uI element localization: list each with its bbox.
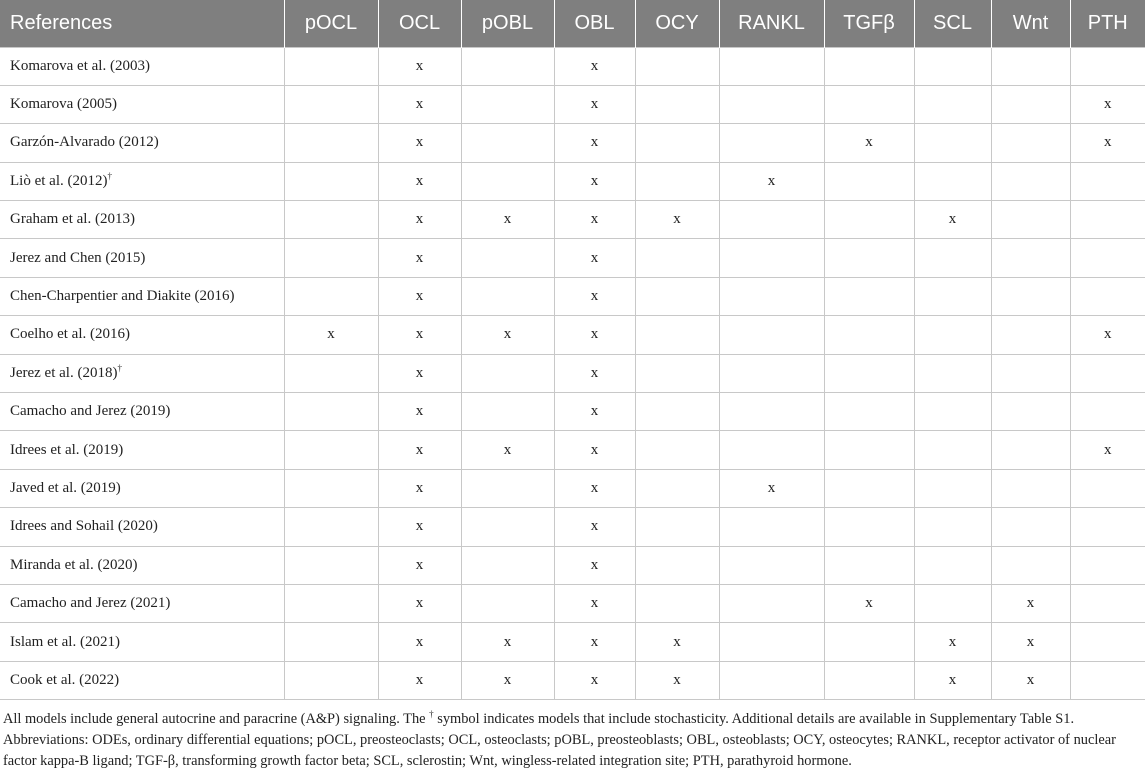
reference-text: Komarova (2005) xyxy=(10,96,118,113)
mark-cell xyxy=(1070,584,1145,622)
mark-cell xyxy=(635,584,719,622)
mark-cell xyxy=(461,546,554,584)
column-header-pocl: pOCL xyxy=(284,0,378,47)
mark-cell: x xyxy=(719,469,824,507)
reference-cell xyxy=(0,162,284,200)
reference-cell xyxy=(0,47,284,85)
mark-cell xyxy=(1070,239,1145,277)
mark-cell xyxy=(635,469,719,507)
mark-cell xyxy=(635,239,719,277)
mark-cell: x xyxy=(378,508,461,546)
mark-cell xyxy=(991,239,1070,277)
reference-text: Cook et al. (2022) xyxy=(10,671,120,688)
dagger-symbol: † xyxy=(429,709,434,720)
mark-cell: x xyxy=(991,584,1070,622)
column-header-scl: SCL xyxy=(914,0,991,47)
mark-cell: x xyxy=(719,162,824,200)
reference-cell xyxy=(0,661,284,699)
mark-cell xyxy=(719,661,824,699)
mark-cell xyxy=(914,469,991,507)
table-row xyxy=(0,623,1145,661)
mark-cell: x xyxy=(378,124,461,162)
mark-cell xyxy=(824,661,914,699)
stochastic-marker: † xyxy=(107,170,112,181)
mark-cell xyxy=(461,47,554,85)
table-row xyxy=(0,277,1145,315)
table-row xyxy=(0,661,1145,699)
mark-cell xyxy=(991,508,1070,546)
mark-cell xyxy=(719,508,824,546)
mark-cell: x xyxy=(378,431,461,469)
mark-cell xyxy=(719,623,824,661)
mark-cell: x xyxy=(914,201,991,239)
mark-cell xyxy=(1070,508,1145,546)
reference-text: Coelho et al. (2016) xyxy=(10,326,130,343)
table-row xyxy=(0,316,1145,354)
mark-cell xyxy=(461,469,554,507)
mark-cell xyxy=(991,47,1070,85)
mark-cell xyxy=(824,508,914,546)
mark-cell xyxy=(914,85,991,123)
mark-cell xyxy=(719,201,824,239)
mark-cell: x xyxy=(378,661,461,699)
reference-text: Chen-Charpentier and Diakite (2016) xyxy=(10,288,235,305)
mark-cell xyxy=(824,623,914,661)
column-header-ocl: OCL xyxy=(378,0,461,47)
reference-cell xyxy=(0,508,284,546)
table-row xyxy=(0,85,1145,123)
reference-cell xyxy=(0,469,284,507)
mark-cell: x xyxy=(554,661,635,699)
mark-cell: x xyxy=(914,661,991,699)
mark-cell: x xyxy=(635,201,719,239)
reference-text: Javed et al. (2019) xyxy=(10,479,121,496)
mark-cell xyxy=(719,85,824,123)
column-header-pobl: pOBL xyxy=(461,0,554,47)
table-row xyxy=(0,393,1145,431)
mark-cell xyxy=(461,354,554,392)
mark-cell xyxy=(824,47,914,85)
mark-cell: x xyxy=(378,316,461,354)
mark-cell xyxy=(914,584,991,622)
mark-cell xyxy=(1070,546,1145,584)
mark-cell: x xyxy=(378,201,461,239)
reference-cell xyxy=(0,277,284,315)
mark-cell xyxy=(284,201,378,239)
table-row xyxy=(0,546,1145,584)
mark-cell xyxy=(461,393,554,431)
mark-cell xyxy=(991,201,1070,239)
mark-cell xyxy=(284,546,378,584)
column-header-rankl: RANKL xyxy=(719,0,824,47)
mark-cell xyxy=(284,354,378,392)
mark-cell: x xyxy=(378,546,461,584)
mark-cell xyxy=(284,393,378,431)
mark-cell: x xyxy=(554,508,635,546)
mark-cell: x xyxy=(378,393,461,431)
mark-cell xyxy=(991,469,1070,507)
mark-cell xyxy=(719,546,824,584)
mark-cell xyxy=(284,85,378,123)
mark-cell xyxy=(719,431,824,469)
mark-cell: x xyxy=(378,85,461,123)
mark-cell xyxy=(284,47,378,85)
mark-cell xyxy=(914,124,991,162)
reference-text: Jerez and Chen (2015) xyxy=(10,249,146,266)
mark-cell: x xyxy=(378,277,461,315)
mark-cell xyxy=(635,508,719,546)
mark-cell: x xyxy=(554,546,635,584)
mark-cell: x xyxy=(554,584,635,622)
mark-cell xyxy=(284,162,378,200)
mark-cell xyxy=(991,431,1070,469)
mark-cell xyxy=(824,239,914,277)
mark-cell xyxy=(1070,469,1145,507)
mark-cell xyxy=(914,508,991,546)
mark-cell: x xyxy=(914,623,991,661)
table-row xyxy=(0,584,1145,622)
table-header xyxy=(0,0,1145,47)
mark-cell xyxy=(1070,623,1145,661)
mark-cell: x xyxy=(378,354,461,392)
mark-cell xyxy=(461,85,554,123)
reference-cell xyxy=(0,623,284,661)
table-row xyxy=(0,124,1145,162)
reference-cell xyxy=(0,354,284,392)
mark-cell: x xyxy=(1070,124,1145,162)
mark-cell xyxy=(284,239,378,277)
mark-cell xyxy=(284,469,378,507)
mark-cell xyxy=(461,124,554,162)
mark-cell: x xyxy=(378,239,461,277)
reference-text: Garzón-Alvarado (2012) xyxy=(10,134,159,151)
mark-cell: x xyxy=(991,661,1070,699)
mark-cell: x xyxy=(378,469,461,507)
mark-cell xyxy=(824,162,914,200)
mark-cell xyxy=(1070,162,1145,200)
table-row xyxy=(0,469,1145,507)
mark-cell: x xyxy=(378,584,461,622)
column-header-wnt: Wnt xyxy=(991,0,1070,47)
reference-cell xyxy=(0,201,284,239)
mark-cell xyxy=(461,508,554,546)
mark-cell xyxy=(635,85,719,123)
mark-cell: x xyxy=(554,47,635,85)
mark-cell xyxy=(824,85,914,123)
reference-cell xyxy=(0,124,284,162)
table-row xyxy=(0,162,1145,200)
mark-cell: x xyxy=(1070,431,1145,469)
mark-cell: x xyxy=(461,661,554,699)
mark-cell: x xyxy=(824,124,914,162)
mark-cell: x xyxy=(378,162,461,200)
reference-text: Islam et al. (2021) xyxy=(10,633,120,650)
mark-cell xyxy=(1070,201,1145,239)
reference-text: Graham et al. (2013) xyxy=(10,211,135,228)
mark-cell xyxy=(284,431,378,469)
reference-text: Idrees and Sohail (2020) xyxy=(10,518,158,535)
table-row xyxy=(0,47,1145,85)
reference-text: Komarova et al. (2003) xyxy=(10,57,150,74)
mark-cell xyxy=(914,47,991,85)
mark-cell: x xyxy=(554,239,635,277)
mark-cell: x xyxy=(635,661,719,699)
mark-cell xyxy=(719,47,824,85)
mark-cell: x xyxy=(554,623,635,661)
mark-cell xyxy=(284,508,378,546)
table-row xyxy=(0,201,1145,239)
mark-cell: x xyxy=(461,623,554,661)
reference-text: Idrees et al. (2019) xyxy=(10,441,124,458)
mark-cell xyxy=(991,354,1070,392)
reference-cell xyxy=(0,316,284,354)
mark-cell xyxy=(824,277,914,315)
mark-cell xyxy=(991,316,1070,354)
mark-cell xyxy=(635,431,719,469)
mark-cell xyxy=(284,124,378,162)
reference-cell xyxy=(0,85,284,123)
reference-cell xyxy=(0,546,284,584)
mark-cell xyxy=(284,277,378,315)
footnote-text-part1: All models include general autocrine and paracrine (A&P) signaling. The xyxy=(3,711,430,728)
mark-cell xyxy=(914,277,991,315)
mark-cell: x xyxy=(824,584,914,622)
mark-cell xyxy=(1070,661,1145,699)
mark-cell xyxy=(914,546,991,584)
mark-cell xyxy=(635,47,719,85)
mark-cell xyxy=(719,124,824,162)
mark-cell xyxy=(719,239,824,277)
mark-cell xyxy=(284,661,378,699)
mark-cell xyxy=(991,162,1070,200)
mark-cell: x xyxy=(284,316,378,354)
mark-cell: x xyxy=(461,201,554,239)
reference-text: Liò et al. (2012) xyxy=(10,172,108,189)
mark-cell xyxy=(1070,47,1145,85)
mark-cell xyxy=(635,546,719,584)
mark-cell xyxy=(914,393,991,431)
mark-cell xyxy=(1070,354,1145,392)
mark-cell xyxy=(635,393,719,431)
mark-cell xyxy=(991,546,1070,584)
table-row xyxy=(0,508,1145,546)
mark-cell xyxy=(284,584,378,622)
reference-text: Camacho and Jerez (2021) xyxy=(10,595,171,612)
reference-text: Jerez et al. (2018) xyxy=(10,364,118,381)
reference-cell xyxy=(0,431,284,469)
mark-cell xyxy=(461,162,554,200)
mark-cell xyxy=(461,584,554,622)
mark-cell: x xyxy=(554,354,635,392)
footnote-text-part2: symbol indicates models that include stochasticity. Additional details are available in Supplementary Table S1. Abbreviations: ODEs, ordinary differential equations; pOCL, preosteoclasts; OCL, osteoclasts; pOBL, preosteoblasts; OBL, osteoblasts; OCY, osteocytes; RANKL, receptor activator of nuclear factor kappa-B ligand; TGF-β, transforming growth factor beta; SCL, sclerostin; Wnt, wingless-related integration site; PTH, parathyroid hormone. xyxy=(3,711,1116,770)
mark-cell xyxy=(824,354,914,392)
mark-cell xyxy=(635,162,719,200)
mark-cell: x xyxy=(991,623,1070,661)
column-header-tgf: TGFβ xyxy=(824,0,914,47)
header-row xyxy=(0,0,1145,47)
mark-cell xyxy=(719,354,824,392)
mark-cell xyxy=(635,316,719,354)
mark-cell: x xyxy=(554,277,635,315)
column-header-ocy: OCY xyxy=(635,0,719,47)
table-footnote xyxy=(0,700,1145,772)
mark-cell xyxy=(635,124,719,162)
mark-cell xyxy=(719,584,824,622)
table-row xyxy=(0,431,1145,469)
mark-cell: x xyxy=(635,623,719,661)
mark-cell xyxy=(719,316,824,354)
reference-cell xyxy=(0,393,284,431)
mark-cell xyxy=(635,277,719,315)
mark-cell xyxy=(991,277,1070,315)
mark-cell xyxy=(824,546,914,584)
mark-cell xyxy=(719,393,824,431)
mark-cell: x xyxy=(554,201,635,239)
mark-cell xyxy=(461,277,554,315)
mark-cell xyxy=(914,162,991,200)
mark-cell xyxy=(914,431,991,469)
reference-cell xyxy=(0,584,284,622)
mark-cell xyxy=(991,393,1070,431)
stochastic-marker: † xyxy=(117,362,122,373)
mark-cell xyxy=(914,354,991,392)
mark-cell xyxy=(635,354,719,392)
mark-cell: x xyxy=(461,431,554,469)
mark-cell xyxy=(461,239,554,277)
mark-cell xyxy=(284,623,378,661)
mark-cell: x xyxy=(554,85,635,123)
reference-text: Camacho and Jerez (2019) xyxy=(10,403,171,420)
mark-cell: x xyxy=(554,316,635,354)
column-header-references: References xyxy=(10,11,113,34)
mark-cell xyxy=(1070,393,1145,431)
table-body xyxy=(0,47,1145,700)
column-header-obl: OBL xyxy=(554,0,635,47)
mark-cell xyxy=(914,239,991,277)
mark-cell: x xyxy=(554,469,635,507)
reference-cell xyxy=(0,239,284,277)
mark-cell: x xyxy=(1070,85,1145,123)
mark-cell: x xyxy=(461,316,554,354)
table-row xyxy=(0,239,1145,277)
mark-cell xyxy=(824,316,914,354)
mark-cell xyxy=(719,277,824,315)
column-header-pth: PTH xyxy=(1070,0,1145,47)
mark-cell: x xyxy=(1070,316,1145,354)
mark-cell: x xyxy=(554,393,635,431)
mark-cell: x xyxy=(378,47,461,85)
mark-cell xyxy=(824,431,914,469)
mark-cell xyxy=(991,85,1070,123)
mark-cell xyxy=(824,393,914,431)
mark-cell xyxy=(824,469,914,507)
mark-cell xyxy=(824,201,914,239)
mark-cell: x xyxy=(554,162,635,200)
reference-text: Miranda et al. (2020) xyxy=(10,556,138,573)
mark-cell xyxy=(991,124,1070,162)
mark-cell xyxy=(1070,277,1145,315)
mark-cell xyxy=(914,316,991,354)
mark-cell: x xyxy=(554,124,635,162)
mark-cell: x xyxy=(378,623,461,661)
table-row xyxy=(0,354,1145,392)
mark-cell: x xyxy=(554,431,635,469)
